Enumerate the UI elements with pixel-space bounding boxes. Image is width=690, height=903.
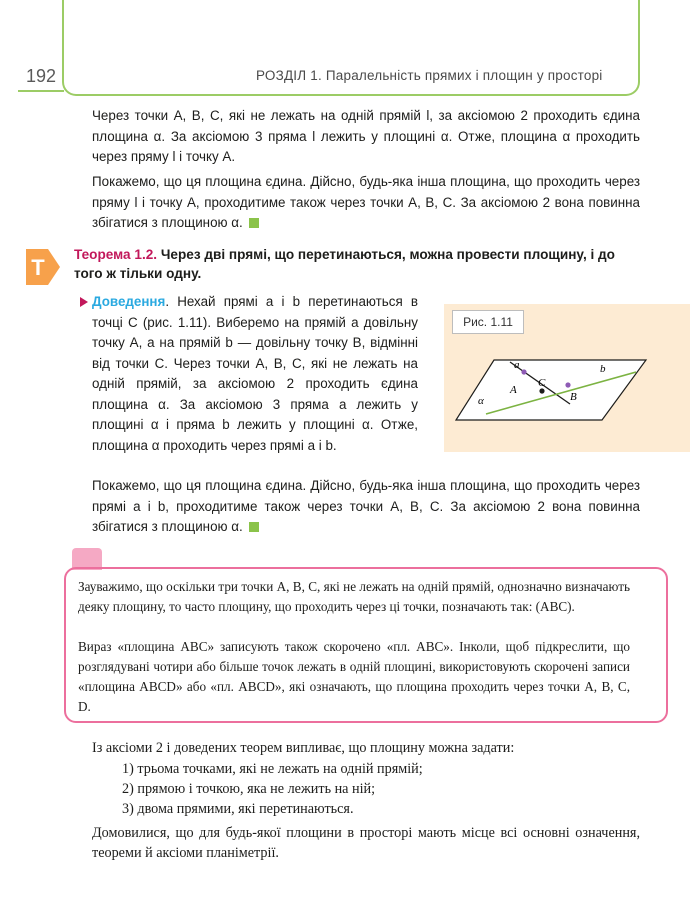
conclusion-intro: Із аксіоми 2 і доведених теорем випливає, що площину можна задати: xyxy=(92,740,515,756)
label-B: B xyxy=(570,391,577,403)
prev-proof-paragraph-1: Через точки A, B, C, які не лежать на одній прямій l, за аксіомою 2 проходить єдина площина α. За аксіомою 3 пряма l лежить у площині α. Отже, площина α проходить через пряму l і точку A. xyxy=(92,108,640,164)
proof-text-1: . Нехай прямі a і b перетинаються в точці C (рис. 1.11). Виберемо на прямій a довільну точку A, а на прямій b — довільну точку B, відмінні від точки C. Через точки A, B, C, які не лежать на одній прямій, за аксіомою 2 проходить єдина площина α. За аксіомою 3 пряма a лежить у площині α і пряма b лежить у площині α. Отже, площина α проходить через прямі a і b. xyxy=(92,294,418,453)
note-paragraph-1: Зауважимо, що оскільки три точки A, B, C, які не лежать на одній прямій, однозначно визначають деяку площину, то часто площину, що проходить через ці точки, позначають так: (ABC). xyxy=(78,579,630,614)
prev-proof-paragraph-2 xyxy=(92,172,640,234)
proof-paragraph-1 xyxy=(92,292,418,456)
conclusion-item-2: 2) прямою і точкою, яка не лежить на ній; xyxy=(122,781,376,797)
end-of-proof-mark xyxy=(249,218,259,228)
theorem-text: Через дві прямі, що перетинаються, можна провести площину, і до того ж тільки одну. xyxy=(74,247,615,281)
conclusion-item-1: 1) трьома точками, які не лежать на одній прямій; xyxy=(122,761,423,777)
note-paragraph-2: Вираз «площина ABC» записують також скорочено «пл. ABC». Інколи, щоб підкреслити, що розглядувані чотири або більше точок лежать в одній площині, використовують скорочені записи «площина ABCD» або «пл. ABCD», які означають, що площина проходить через точки A, B, C, D. xyxy=(78,639,630,714)
label-C: C xyxy=(538,377,546,389)
running-head: РОЗДІЛ 1. Паралельність прямих і площин у просторі xyxy=(256,68,603,83)
conclusion-item-3: 3) двома прямими, які перетинаються. xyxy=(122,801,354,817)
proof-text-2: Покажемо, що ця площина єдина. Дійсно, будь-яка інша площина, що проходить через прямі a і b, проходитиме також через точки A, B, C. За аксіомою 2 вона повинна збігатися з площиною α. xyxy=(92,478,640,534)
theorem-icon xyxy=(22,247,62,287)
label-a: a xyxy=(514,359,520,371)
proof-label: Доведення xyxy=(92,294,166,309)
label-b: b xyxy=(600,363,606,375)
header-rule xyxy=(18,90,64,92)
end-of-proof-mark xyxy=(249,522,259,532)
conclusion-final: Домовилися, що для будь-якої площини в просторі мають місце всі основні означення, теореми й аксіоми планіметрії. xyxy=(92,825,640,861)
proof-marker-icon xyxy=(80,297,88,307)
page-number: 192 xyxy=(26,66,57,86)
point-on-b xyxy=(565,382,570,387)
prev-proof-text-2: Покажемо, що ця площина єдина. Дійсно, будь-яка інша площина, що проходить через пряму l і точку A, проходитиме також через точки A, B, C. За аксіомою 2 вона повинна збігатися з площиною α. xyxy=(92,174,640,230)
figure-caption: Рис. 1.11 xyxy=(452,310,524,334)
label-A: A xyxy=(510,384,517,396)
theorem-label: Теорема 1.2. xyxy=(74,247,158,262)
theorem-1-2 xyxy=(74,245,640,283)
theorem-icon-letter: Т xyxy=(31,255,45,280)
label-alpha: α xyxy=(478,395,484,407)
figure-plane-diagram xyxy=(450,340,650,430)
point-C xyxy=(539,388,544,393)
point-on-a xyxy=(521,369,526,374)
proof-paragraph-2 xyxy=(92,476,640,538)
